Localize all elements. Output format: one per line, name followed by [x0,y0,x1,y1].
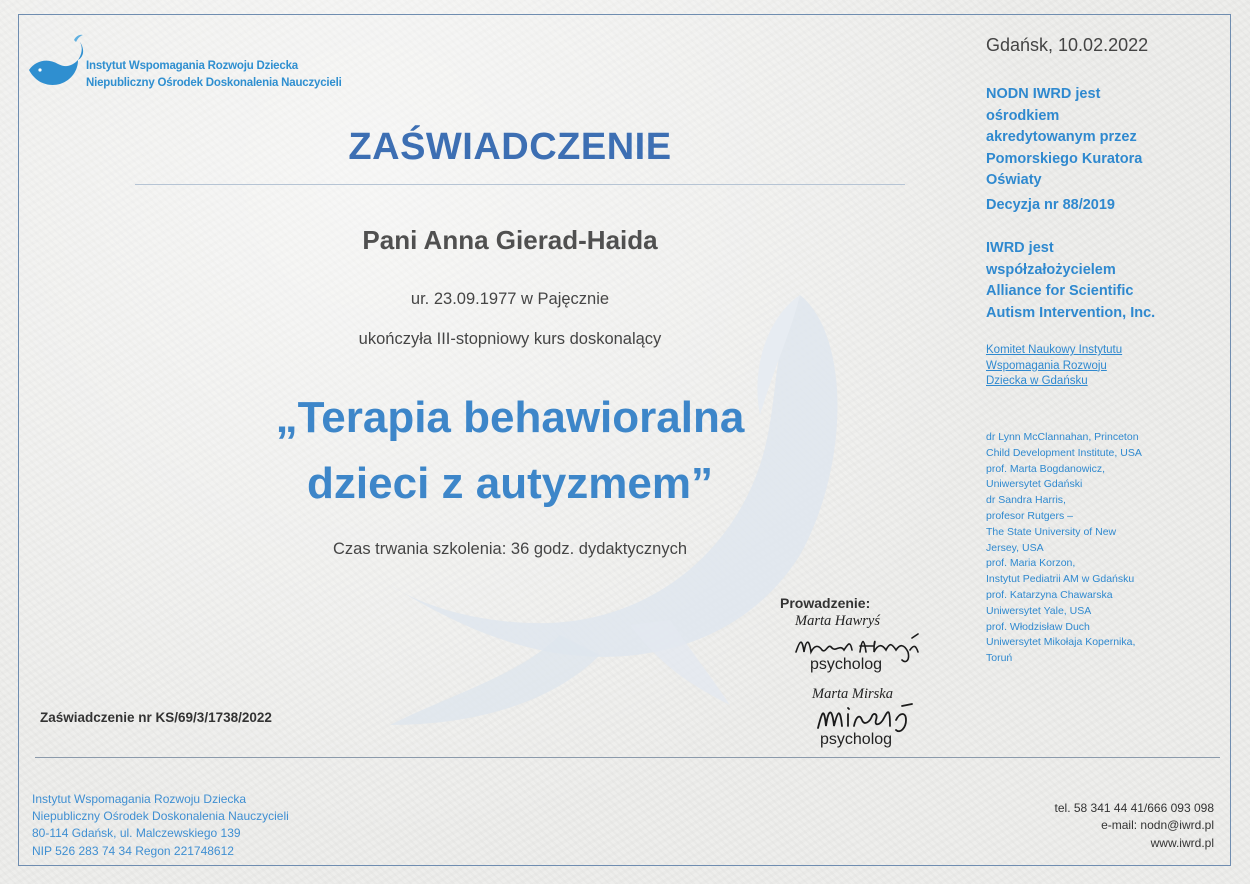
recipient-name: Pani Anna Gierad-Haida [362,225,658,255]
accreditation-decision: Decyzja nr 88/2019 [986,196,1115,213]
cofounder-line: Alliance for Scientific [986,283,1134,299]
accreditation-line: ośrodkiem [986,107,1060,124]
member-line: prof. Marta Bogdanowicz, [986,462,1106,475]
birth-info: ur. 23.09.1977 w Pajęcznie [410,290,610,308]
member-line: Toruń [986,652,1013,665]
member-line: Instytut Pediatrii AM w Gdańsku [986,573,1135,586]
scientific-committee-heading [986,343,1122,390]
footer-email: e-mail: nodn@iwrd.pl [1101,818,1214,833]
course-title-line-1: „Terapia behawioralna [275,393,745,442]
member-line: prof. Katarzyna Chawarska [986,588,1113,601]
member-line: Uniwersytet Yale, USA [986,604,1092,617]
signer-2-name: Marta Mirska [812,686,893,702]
signer-1-role: psycholog [810,656,883,673]
footer-website: www.iwrd.pl [1150,835,1214,850]
city-date: Gdańsk, 10.02.2022 [986,35,1149,55]
committee-line: Dziecka w Gdańsku [986,375,1088,387]
footer-address-line: 80-114 Gdańsk, ul. Malczewskiego 139 [32,826,241,841]
member-line: profesor Rutgers – [986,509,1073,522]
footer-address-line: NIP 526 283 74 34 Regon 221748612 [32,843,234,858]
committee-members-list [986,430,1142,667]
institute-logo [26,30,366,96]
cofounder-block [986,238,1155,324]
member-line: Jersey, USA [986,541,1044,554]
member-line: dr Sandra Harris, [986,494,1066,507]
leaders-heading: Prowadzenie: [780,595,871,611]
whale-logo-icon [26,30,86,96]
committee-line: Komitet Naukowy Instytutu [986,344,1123,356]
course-title [110,385,910,517]
member-line: Uniwersytet Gdański [986,478,1083,491]
certificate-number: Zaświadczenie nr KS/69/3/1738/2022 [40,710,272,725]
signer-2-role: psycholog [820,731,893,748]
accreditation-block [986,84,1142,216]
course-duration: Czas trwania szkolenia: 36 godz. dydaktycznych [332,540,687,558]
cofounder-line: IWRD jest [986,240,1054,256]
footer-address [32,791,289,860]
cofounder-line: współzałożycielem [986,261,1116,278]
accreditation-line: akredytowanym przez [986,129,1137,145]
cofounder-line: Autism Intervention, Inc. [986,304,1156,321]
signer-1-name: Marta Hawryś [795,613,880,629]
certificate-title: ZAŚWIADCZENIE [348,126,672,168]
footer-contact [1055,800,1214,852]
accreditation-line: Pomorskiego Kuratora [986,150,1143,167]
member-line: prof. Maria Korzon, [986,557,1076,570]
footer-address-line: Instytut Wspomagania Rozwoju Dziecka [32,792,247,806]
accreditation-line: NODN IWRD jest [986,86,1101,102]
footer-divider [35,757,1220,758]
member-line: prof. Włodzisław Duch [986,620,1090,633]
footer-phone: tel. 58 341 44 41/666 093 098 [1054,801,1214,815]
course-title-line-2: dzieci z autyzmem” [307,459,713,508]
logo-line-1: Instytut Wspomagania Rozwoju Dziecka [86,60,298,72]
title-divider [135,184,905,185]
committee-line: Wspomagania Rozwoju [986,359,1107,372]
logo-line-2: Niepubliczny Ośrodek Doskonalenia Nauczycieli [86,77,342,89]
member-line: Uniwersytet Mikołaja Kopernika, [986,636,1136,649]
member-line: Child Development Institute, USA [986,446,1142,459]
footer-address-line: Niepubliczny Ośrodek Doskonalenia Nauczycieli [32,809,289,824]
member-line: The State University of New [986,525,1117,538]
completion-text: ukończyła III-stopniowy kurs doskonalący [358,330,662,348]
accreditation-line: Oświaty [986,172,1042,188]
member-line: dr Lynn McClannahan, Princeton [986,431,1139,443]
